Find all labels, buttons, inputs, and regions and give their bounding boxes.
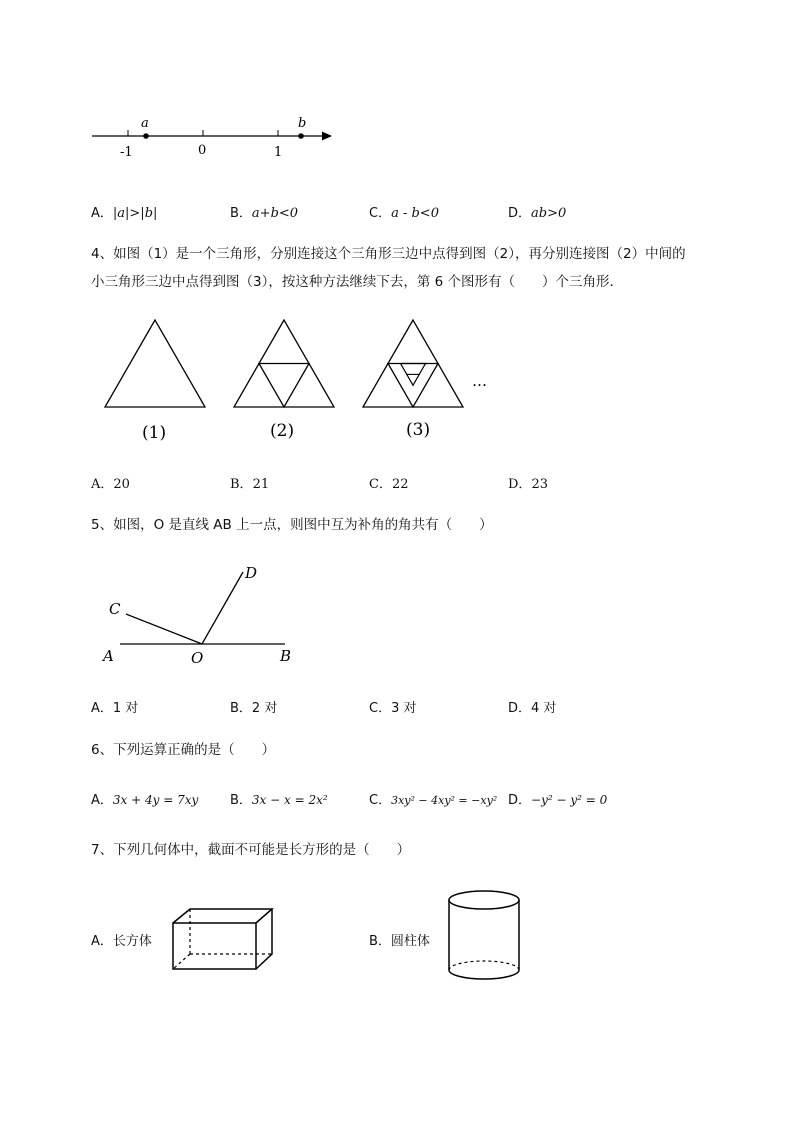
fig-label-2: (2) <box>270 421 295 441</box>
option-letter: A． <box>91 793 113 808</box>
option-letter: D． <box>508 701 532 716</box>
option-text: 21 <box>252 477 270 492</box>
label-a: a <box>141 116 149 131</box>
cylinder-figure <box>444 888 526 986</box>
point-label-a: A <box>103 647 114 665</box>
point-label-c: C <box>109 600 121 618</box>
q4-triangles-figure <box>96 312 506 452</box>
ray-od <box>202 572 243 644</box>
label-b: b <box>298 116 307 131</box>
option-letter: D． <box>508 793 532 808</box>
option-text: 1 对 <box>112 701 139 716</box>
fig-label-3: (3) <box>406 420 431 440</box>
q6-option-a <box>91 789 198 808</box>
option-letter: B． <box>230 793 252 808</box>
option-letter: A． <box>91 701 113 716</box>
tick-label-one: 1 <box>274 145 283 160</box>
option-text: 3x + 4y = 7xy <box>112 793 199 807</box>
q7-option-b <box>369 930 430 949</box>
option-text: 22 <box>391 477 409 492</box>
option-text: 23 <box>531 477 548 492</box>
q5-option-a <box>91 697 138 716</box>
option-text: 20 <box>113 477 130 492</box>
point-label-b: B <box>280 647 292 665</box>
fig-label-1: (1) <box>142 423 167 443</box>
option-letter: B． <box>230 206 252 221</box>
q3-option-b <box>230 202 298 221</box>
option-text: 2 对 <box>251 701 278 716</box>
option-text: 3xy² − 4xy² = −xy² <box>391 794 498 807</box>
option-text: 4 对 <box>531 701 557 716</box>
q4-option-d <box>508 473 548 492</box>
option-text: −y² − y² = 0 <box>531 793 608 807</box>
option-letter: C． <box>369 477 392 492</box>
q6-option-d <box>508 789 607 808</box>
tick-label-zero: 0 <box>198 143 207 158</box>
q5-angle-figure <box>98 560 308 670</box>
option-text: 3x − x = 2x² <box>251 793 328 807</box>
q6-option-c <box>369 789 497 808</box>
q4-option-b <box>230 473 269 492</box>
q4-option-a <box>91 473 130 492</box>
option-letter: D． <box>508 477 532 492</box>
triangle-fig3 <box>363 320 463 407</box>
ellipsis: … <box>472 372 487 390</box>
ray-oc <box>126 614 202 644</box>
tick-label-minus-one: -1 <box>120 145 133 160</box>
option-letter: A． <box>91 206 113 221</box>
number-line-figure <box>88 112 338 162</box>
option-text: a+b<0 <box>251 206 299 221</box>
option-letter: C． <box>369 206 392 221</box>
number-line-arrow <box>322 132 332 141</box>
q5-option-b <box>230 697 277 716</box>
cuboid-figure <box>168 905 278 975</box>
triangle-fig2 <box>234 320 334 407</box>
point-label-d: D <box>245 564 258 582</box>
q4-stem-line1: 4、如图（1）是一个三角形，分别连接这个三角形三边中点得到图（2），再分别连接图（2）中间的 <box>91 246 686 262</box>
option-letter: A． <box>91 477 114 492</box>
q5-stem: 5、如图，O 是直线 AB 上一点，则图中互为补角的角共有（ ） <box>91 517 493 533</box>
option-text: 3 对 <box>391 701 417 716</box>
option-letter: B． <box>230 701 252 716</box>
option-text: |a|>|b| <box>112 206 158 221</box>
q5-option-d <box>508 697 556 716</box>
option-text: 长方体 <box>112 934 152 949</box>
q7-stem: 7、下列几何体中，截面不可能是长方形的是（ ） <box>91 842 411 858</box>
q4-stem-line2: 小三角形三边中点得到图（3），按这种方法继续下去，第 6 个图形有（ ）个三角形． <box>91 274 624 290</box>
q3-option-c <box>369 202 439 221</box>
point-a <box>143 133 149 139</box>
q6-option-b <box>230 789 328 808</box>
q4-option-c <box>369 473 409 492</box>
point-label-o: O <box>191 649 204 667</box>
option-letter: C． <box>369 701 392 716</box>
triangle-fig1 <box>105 320 205 407</box>
option-letter: A． <box>91 934 113 949</box>
point-b <box>298 133 304 139</box>
q7-option-a <box>91 930 152 949</box>
option-letter: D． <box>508 206 532 221</box>
option-text: a - b<0 <box>391 206 439 221</box>
option-text: 圆柱体 <box>390 934 430 949</box>
option-letter: B． <box>369 934 391 949</box>
q5-option-c <box>369 697 416 716</box>
option-letter: C． <box>369 793 392 808</box>
q6-stem: 6、下列运算正确的是（ ） <box>91 742 276 758</box>
option-letter: B． <box>230 477 253 492</box>
q3-option-a <box>91 202 157 221</box>
option-text: ab>0 <box>531 206 567 221</box>
q3-option-d <box>508 202 566 221</box>
